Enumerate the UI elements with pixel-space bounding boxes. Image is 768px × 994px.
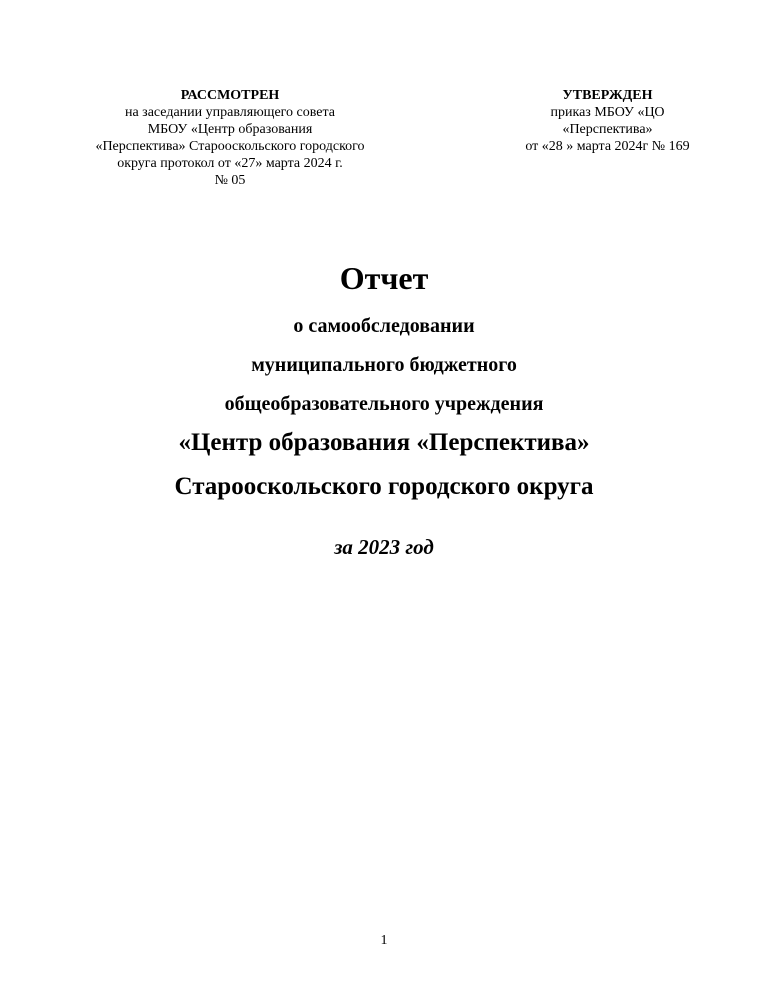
considered-line: «Перспектива» Старооскольского городского xyxy=(95,139,365,154)
considered-line: на заседании управляющего совета xyxy=(124,105,336,120)
considered-line: № 05 xyxy=(214,173,246,188)
considered-block xyxy=(60,87,400,189)
considered-heading: РАССМОТРЕН xyxy=(180,88,280,103)
subtitle-line: общеобразовательного учреждения xyxy=(224,393,544,415)
approved-heading: УТВЕРЖДЕН xyxy=(562,88,653,103)
district-name: Старооскольского городского округа xyxy=(174,473,594,500)
approved-line: «Перспектива» xyxy=(562,122,653,137)
approved-line: от «28 » марта 2024г № 169 xyxy=(525,139,690,154)
subtitle-line: муниципального бюджетного xyxy=(251,354,517,376)
approved-block xyxy=(505,87,710,155)
considered-line: МБОУ «Центр образования xyxy=(147,122,313,137)
considered-line: округа протокол от «27» марта 2024 г. xyxy=(117,156,343,171)
report-year: за 2023 год xyxy=(334,535,434,559)
document-title: Отчет xyxy=(339,260,429,296)
subtitle-line: о самообследовании xyxy=(293,315,475,337)
approved-line: приказ МБОУ «ЦО xyxy=(550,105,665,120)
organization-name: «Центр образования «Перспектива» xyxy=(178,429,590,456)
page-number: 1 xyxy=(380,933,388,948)
